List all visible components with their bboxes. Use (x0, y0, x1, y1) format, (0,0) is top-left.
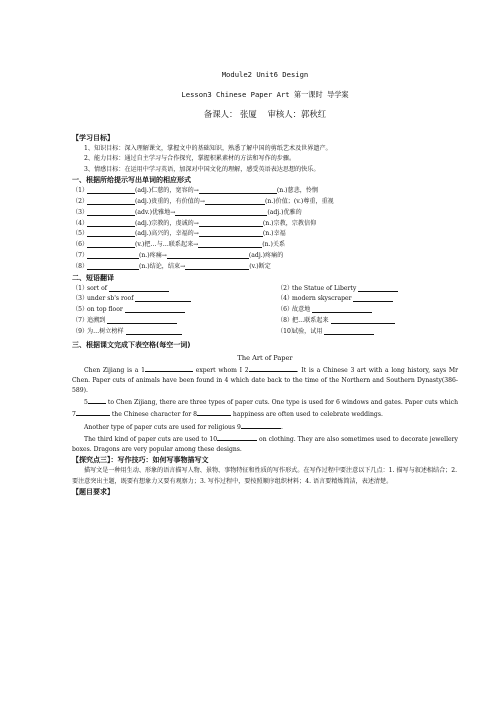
goals-header: 【学习目标】 (72, 134, 114, 142)
answer-blank[interactable] (145, 364, 193, 372)
practice-header: 【题目要求】 (72, 488, 114, 497)
article-paragraph-4: The third kind of paper cuts are used to 10 on clothing. They are also sometimes used to decorate jewellery boxes. Dragons are very popular among these designs. (72, 433, 458, 455)
word-forms-list (72, 186, 458, 272)
answer-blank[interactable] (331, 316, 395, 324)
lesson-title: Lesson3 Chinese Paper Art 第一课时 导学案 (181, 90, 349, 99)
article-paragraph-1: Chen Zijiang is a 1 expert whom I 2 . It is a Chinese 3 art with a long history, says Mr Chen. Paper cuts of animals have been found in 4 which date back to the time of the Northern and Southern Dynasty(386-589). (72, 364, 458, 397)
phrase-row: （9） 为…树立榜样 （10） 试验，试用 (72, 327, 458, 338)
answer-blank[interactable] (87, 186, 135, 194)
answer-blank[interactable] (87, 197, 135, 205)
answer-blank[interactable] (198, 240, 262, 248)
answer-blank[interactable] (312, 305, 372, 313)
answer-blank[interactable] (125, 305, 185, 313)
answer-blank[interactable] (324, 327, 374, 335)
phrase-row: （3） under sb's roof （4） modern skyscraper (72, 294, 458, 305)
answer-blank[interactable] (87, 240, 135, 248)
answer-blank[interactable] (126, 327, 182, 335)
answer-blank[interactable] (88, 396, 106, 404)
answer-blank[interactable] (175, 208, 267, 216)
review-author: 审核人：郭秋红 (267, 109, 327, 119)
phrase-list (72, 284, 458, 338)
answer-blank[interactable] (197, 408, 231, 416)
answer-blank[interactable] (358, 284, 398, 292)
section3-header: 三、根据课文完成下表空格(每空一词) (72, 340, 191, 349)
answer-blank[interactable] (76, 408, 110, 416)
word-row: （7） (n.)疼痛→ (adj.)疼痛的 (72, 252, 284, 259)
word-row: （5） (adj.)高兴的，幸福的→ (n.)幸福 (72, 230, 286, 238)
word-row: （1） (adj.)仁慈的，宽容的→ (n.)慈悲，怜悯 (72, 187, 318, 195)
answer-blank[interactable] (135, 294, 191, 302)
answer-blank[interactable] (199, 219, 263, 227)
authors-line (72, 109, 458, 120)
section2-header: 二、短语翻译 (72, 273, 114, 282)
answer-blank[interactable] (87, 219, 135, 227)
answer-blank[interactable] (87, 262, 139, 270)
answer-blank[interactable] (249, 364, 297, 372)
explore-header: 【探究点三】：写作技巧：如何写事物描写文 (72, 456, 209, 465)
goal-emotion: 3、情感目标：在运用中学习英语，加深对中国文化的理解，感受英语表达思想的快乐。 (84, 165, 320, 173)
article-title: The Art of Paper (237, 353, 293, 362)
phrase-row: （7） 追溯到 （8） 把…联系起来 (72, 316, 458, 327)
article-paragraph-2: 5 to Chen Zijiang, there are three types of paper cuts. One type is used for 6 windows and gates. Paper cuts which 7 the Chinese character for 8 happiness are often used to celebrate weddings. (72, 396, 458, 420)
answer-blank[interactable] (87, 208, 135, 216)
answer-blank[interactable] (87, 251, 139, 259)
word-row: （8） (n.)结论，结束→ (v.)断定 (72, 262, 271, 270)
answer-blank[interactable] (109, 284, 169, 292)
word-row: （4） (adj.)宗教的，虔诚的→ (n.)宗教，宗教信仰 (72, 219, 317, 227)
word-row: （3） (adv.)优雅地→ (adj.)优雅的 (72, 208, 302, 216)
answer-blank[interactable] (107, 316, 177, 324)
answer-blank[interactable] (241, 421, 281, 429)
answer-blank[interactable] (217, 433, 257, 441)
word-row: （2） (adj.)贵重的，有价值的→ (n.)价值；(v.)尊重，重视 (72, 198, 334, 206)
module-title: Module2 Unit6 Design (221, 70, 309, 79)
answer-blank[interactable] (199, 186, 277, 194)
prep-author: 备课人： 张厦 (203, 109, 257, 119)
goal-ability: 2、能力目标：通过自主学习与合作探究，掌握积累素材的方法和写作的步骤。 (84, 155, 296, 163)
answer-blank[interactable] (205, 197, 265, 205)
article-paragraph-3: Another type of paper cuts are used for religious 9 . (72, 421, 458, 433)
answer-blank[interactable] (167, 251, 249, 259)
answer-blank[interactable] (199, 229, 263, 237)
goal-knowledge: 1、知识目标：深入理解课文，掌握文中的基础知识，熟悉了解中国的剪纸艺术及世界遗产。 (84, 145, 332, 152)
phrase-row: （5） on top floor （6） 故意地 (72, 305, 458, 316)
word-row: （6） (v.)把…与…联系起来→ (n.)关系 (72, 241, 286, 249)
answer-blank[interactable] (353, 294, 393, 302)
section1-header: 一、根据所给提示写出单词的相应形式 (72, 176, 191, 185)
phrase-row: （1） sort of （2） the Statue of Liberty (72, 284, 458, 295)
explore-body: 描写文是一种用生动、形象的语言描写人物、景物、事物特征和性质的写作形式。在写作过程中要注意以下几点：1. 描写与叙述相结合；2. 要注意突出主题，既要有想象力又要有观察力；3. 写作过程中，要按照顺序组织材料；4. 语言要精炼简洁，表述清楚。 (72, 467, 458, 485)
answer-blank[interactable] (185, 262, 249, 270)
answer-blank[interactable] (87, 229, 135, 237)
